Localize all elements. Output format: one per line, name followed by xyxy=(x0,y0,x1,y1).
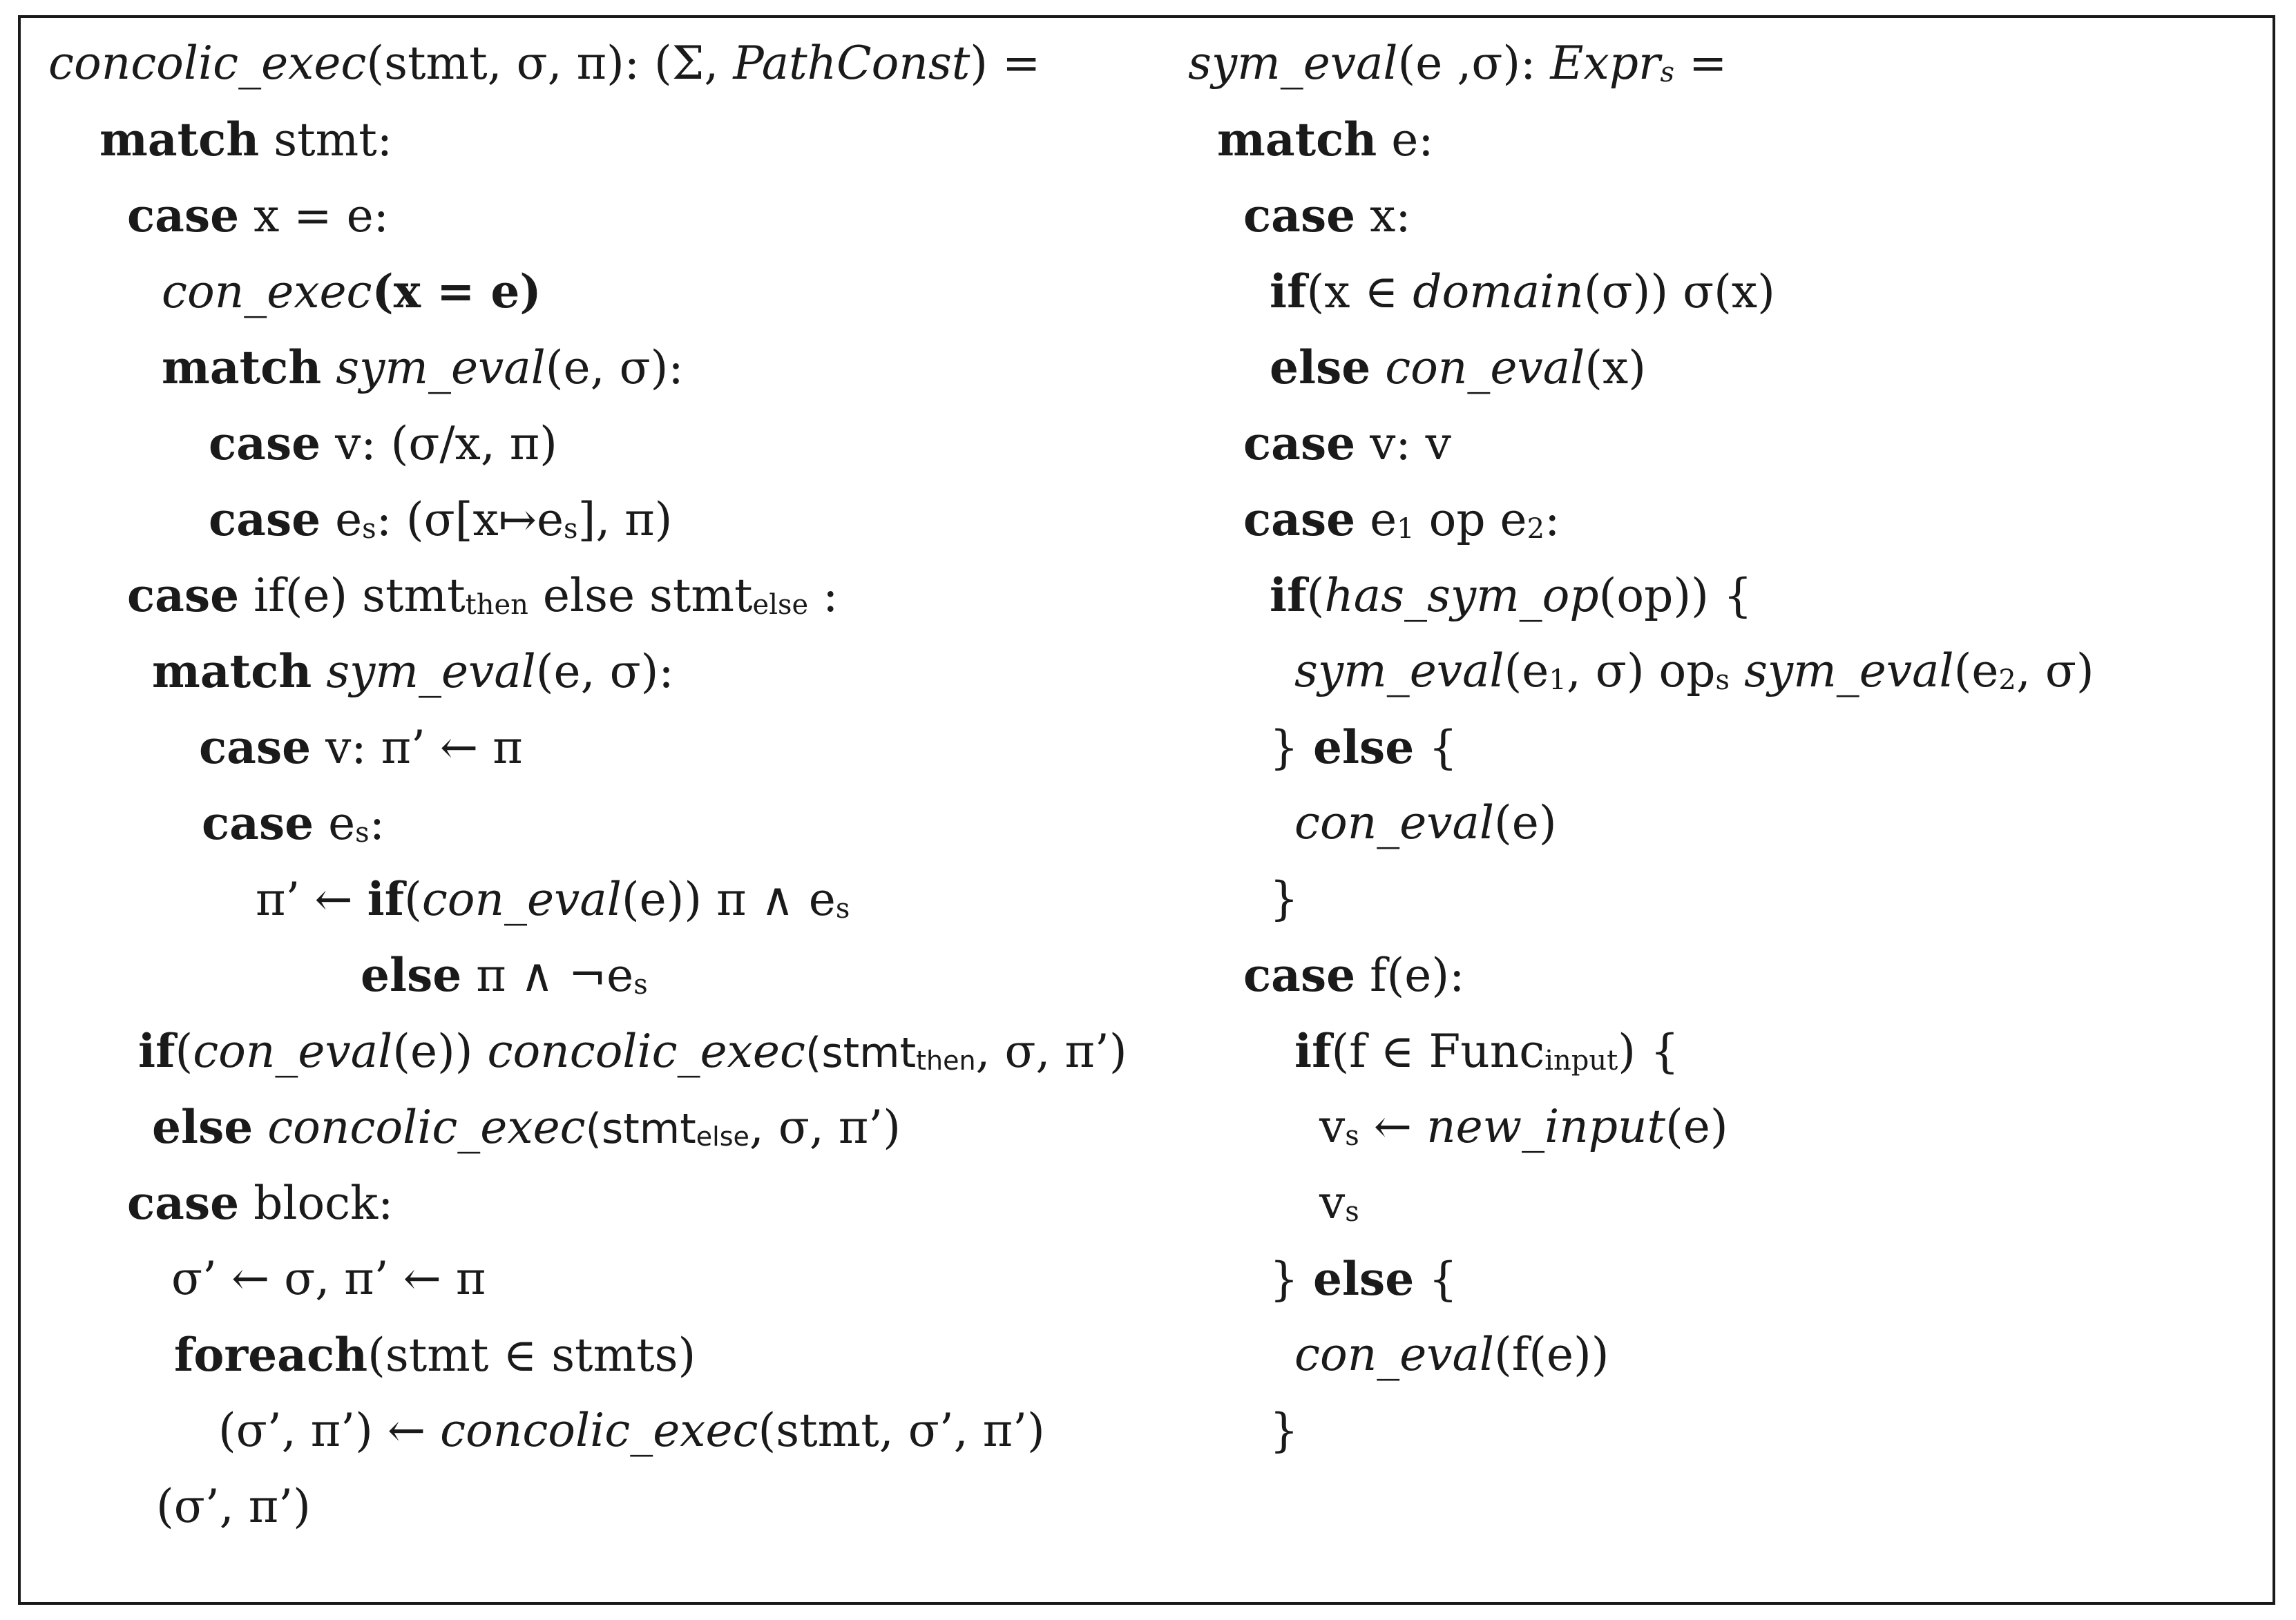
code-line xyxy=(1319,1175,1359,1231)
code-text: : xyxy=(369,797,385,850)
code-line xyxy=(1319,1099,1728,1155)
code-text: (stmt ∈ stmts) xyxy=(367,1329,696,1382)
code-text: ) { xyxy=(1618,1025,1679,1078)
code-line xyxy=(1243,188,1411,243)
function-name: sym_eval xyxy=(326,645,536,698)
subscript: s xyxy=(835,893,850,925)
keyword: else xyxy=(361,948,462,1002)
code-text: } xyxy=(1270,1253,1313,1306)
subscript: 2 xyxy=(1998,664,2016,696)
function-name: con_eval xyxy=(1385,341,1585,394)
function-name: sym_eval xyxy=(1744,644,1954,697)
keyword: else xyxy=(1270,340,1371,394)
code-text: (e) xyxy=(1665,1100,1728,1153)
code-text: v xyxy=(1319,1176,1346,1229)
code-line xyxy=(1294,644,2094,699)
subscript: then xyxy=(916,1045,976,1076)
code-text: (f(e)) xyxy=(1494,1328,1609,1381)
code-text: , σ) op xyxy=(1566,644,1716,697)
function-name: concolic_exec xyxy=(440,1404,758,1457)
subscript: 2 xyxy=(1527,513,1545,545)
code-line xyxy=(218,1403,1045,1458)
code-text: v xyxy=(1319,1100,1346,1153)
code-line xyxy=(1270,340,1646,395)
subscript: s xyxy=(1345,1196,1359,1228)
function-name: sym_eval xyxy=(1294,644,1504,697)
code-text: (stmt xyxy=(805,1029,917,1077)
code-line xyxy=(1270,264,1775,319)
function-name: concolic_exec xyxy=(487,1025,805,1078)
function-name: sym_eval xyxy=(336,341,546,394)
return-type: Expr xyxy=(1550,37,1661,90)
code-line xyxy=(152,644,674,699)
code-line xyxy=(1270,1251,1457,1306)
keyword: match xyxy=(152,644,312,698)
function-name: concolic_exec xyxy=(267,1101,586,1154)
keyword: case xyxy=(1243,416,1356,470)
code-text: ( xyxy=(175,1025,193,1078)
code-line xyxy=(1270,720,1457,775)
code-text: (σ’, π’) xyxy=(156,1480,311,1533)
code-line xyxy=(138,1023,1127,1079)
code-text: , σ, π’) xyxy=(749,1101,901,1154)
keyword: if xyxy=(1270,568,1307,622)
code-line xyxy=(1243,416,1451,471)
code-text: } xyxy=(1270,721,1313,774)
code-line xyxy=(1294,1023,1679,1079)
keyword: match xyxy=(99,113,260,166)
code-line xyxy=(99,112,392,167)
code-text: π’ ← xyxy=(256,873,367,926)
code-text: , σ) xyxy=(2016,644,2094,697)
code-text: ( xyxy=(1306,569,1325,622)
code-line xyxy=(361,947,648,1003)
code-text: (op)) { xyxy=(1598,569,1752,622)
code-text: e xyxy=(314,797,356,850)
code-text: (stmt, σ’, π’) xyxy=(758,1404,1045,1457)
subscript: else xyxy=(752,589,809,621)
code-text: op e xyxy=(1414,493,1527,546)
code-text: ( xyxy=(404,873,422,926)
code-text: if(e) stmt xyxy=(239,569,466,622)
code-text: block: xyxy=(239,1177,394,1230)
code-text: else stmt xyxy=(528,569,753,622)
keyword: case xyxy=(209,416,321,470)
keyword: case xyxy=(127,1176,240,1230)
code-text: f(e): xyxy=(1355,949,1465,1002)
header-params: (stmt, σ, π): (Σ, xyxy=(366,37,734,90)
code-line xyxy=(1243,492,1560,547)
concolic-exec-header xyxy=(48,36,1040,91)
code-text: σ’ ← σ, π’ ← π xyxy=(171,1252,486,1305)
code-line xyxy=(127,1175,393,1231)
keyword: case xyxy=(127,568,240,622)
keyword: if xyxy=(138,1024,175,1078)
function-name: con_eval xyxy=(193,1025,393,1078)
code-line xyxy=(152,1099,901,1155)
code-line xyxy=(127,568,838,623)
header-params: (e ,σ): xyxy=(1397,37,1551,90)
code-text: (x = e) xyxy=(372,264,542,318)
subscript: input xyxy=(1544,1045,1618,1077)
code-text: : xyxy=(808,569,839,622)
code-text: (x) xyxy=(1585,341,1646,394)
code-text: π ∧ ¬e xyxy=(461,949,634,1002)
header-tail: ) = xyxy=(970,37,1041,90)
keyword: else xyxy=(152,1100,253,1154)
code-line xyxy=(256,871,850,927)
code-text: } xyxy=(1270,872,1299,925)
keyword: else xyxy=(1312,720,1415,774)
subscript: else xyxy=(696,1121,749,1152)
code-text: stmt: xyxy=(259,113,392,166)
code-text: (e)) xyxy=(392,1025,488,1078)
code-text: { xyxy=(1414,1253,1458,1306)
code-text: (stmt xyxy=(585,1105,696,1153)
keyword: if xyxy=(1294,1024,1332,1078)
header-tail: = xyxy=(1674,37,1728,90)
code-text: v: v xyxy=(1355,417,1451,470)
function-name: domain xyxy=(1413,265,1584,318)
code-text: : xyxy=(1544,493,1560,546)
code-line xyxy=(1270,1403,1299,1458)
code-text: x: xyxy=(1355,189,1411,242)
code-text: , σ, π’) xyxy=(975,1025,1127,1078)
keyword: match xyxy=(1217,113,1377,166)
code-text xyxy=(805,1029,976,1077)
code-line xyxy=(171,1251,486,1306)
keyword: case xyxy=(1243,492,1356,546)
code-text: e xyxy=(321,493,363,546)
code-line xyxy=(1243,947,1464,1003)
keyword: foreach xyxy=(174,1328,368,1382)
keyword: match xyxy=(162,340,322,394)
code-line xyxy=(1270,568,1752,623)
code-line xyxy=(156,1479,311,1534)
code-line xyxy=(174,1327,696,1382)
subscript: s xyxy=(1345,1120,1359,1152)
code-line xyxy=(162,340,684,395)
function-name: con_eval xyxy=(421,873,622,926)
keyword: if xyxy=(1270,264,1307,318)
code-text: : (σ[x↦e xyxy=(376,493,564,546)
function-name: has_sym_op xyxy=(1324,569,1599,622)
code-line xyxy=(162,264,542,319)
code-text: v: (σ/x, π) xyxy=(321,417,557,470)
code-text: (e, σ): xyxy=(535,645,674,698)
code-line xyxy=(1270,871,1299,927)
code-text: e xyxy=(1355,493,1397,546)
code-text: ← xyxy=(1359,1100,1427,1153)
keyword: case xyxy=(202,796,314,850)
keyword: case xyxy=(1243,948,1356,1002)
subscript: s xyxy=(1660,57,1675,88)
code-line xyxy=(1294,1327,1609,1382)
code-text: (f ∈ Func xyxy=(1331,1025,1545,1078)
function-name: con_eval xyxy=(1294,796,1495,849)
code-text: (σ)) σ(x) xyxy=(1583,265,1775,318)
code-text xyxy=(586,1105,749,1153)
keyword: case xyxy=(1243,189,1356,242)
subscript: s xyxy=(1715,664,1730,696)
code-line xyxy=(199,720,523,775)
keyword: else xyxy=(1312,1252,1415,1306)
code-text: ], π) xyxy=(577,493,673,546)
code-text: (x ∈ xyxy=(1306,265,1413,318)
subscript: s xyxy=(564,513,578,545)
code-line xyxy=(202,795,385,851)
code-text: (σ’, π’) ← xyxy=(218,1404,441,1457)
code-text: (e) xyxy=(1494,796,1557,849)
subscript: 1 xyxy=(1397,513,1415,545)
code-line xyxy=(209,416,557,471)
keyword: case xyxy=(209,492,321,546)
subscript: s xyxy=(633,969,648,1001)
subscript: s xyxy=(355,817,370,849)
code-text: (e xyxy=(1953,644,1999,697)
keyword: case xyxy=(127,189,240,242)
code-line xyxy=(209,492,672,547)
function-name: con_exec xyxy=(162,265,372,318)
code-text: v: π’ ← π xyxy=(311,721,523,774)
function-name: new_input xyxy=(1426,1100,1666,1153)
code-line xyxy=(1217,112,1434,167)
subscript: s xyxy=(362,513,376,545)
subscript: then xyxy=(465,589,528,621)
code-text: (e)) π ∧ e xyxy=(621,873,836,926)
keyword: case xyxy=(199,720,312,774)
code-text: (e, σ): xyxy=(545,341,684,394)
code-text: } xyxy=(1270,1404,1299,1457)
code-text: e: xyxy=(1377,113,1434,166)
code-text: (e xyxy=(1504,644,1549,697)
function-name: concolic_exec xyxy=(48,37,367,90)
subscript: 1 xyxy=(1549,664,1567,696)
keyword: if xyxy=(367,872,405,926)
function-name: con_eval xyxy=(1294,1328,1495,1381)
code-text: x = e: xyxy=(239,189,389,242)
code-text: { xyxy=(1414,721,1458,774)
code-line xyxy=(127,188,389,243)
sym-eval-header xyxy=(1188,36,1727,91)
code-line xyxy=(1294,795,1557,851)
function-name: sym_eval xyxy=(1188,37,1398,90)
return-type: PathConst xyxy=(733,37,970,90)
